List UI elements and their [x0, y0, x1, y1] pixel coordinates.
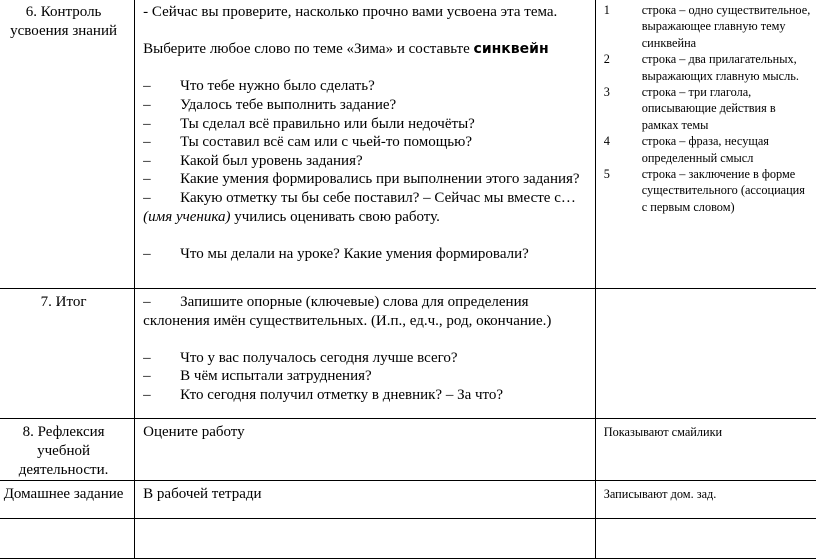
list-item — [143, 96, 591, 115]
list-item-text: Кто сегодня получил отметку в дневник? – За что? — [180, 386, 504, 403]
list-item-text: Какие умения формировались при выполнении этого задания? — [180, 171, 580, 188]
student-activity-cell — [595, 289, 816, 419]
list-dash: – — [143, 386, 151, 403]
syncwine-rule — [604, 2, 812, 51]
table-row-summary — [0, 289, 816, 419]
student-activity-cell — [595, 419, 816, 481]
rule-text: строка – два прилагательных, выражающих главную мысль. — [641, 52, 799, 83]
rule-text: строка – заключение в форме существительного (ассоциация с первым словом) — [641, 167, 805, 214]
task-bold-word: синквейн — [473, 41, 549, 58]
student-activity-cell — [595, 0, 816, 289]
list-dash: – — [143, 115, 151, 132]
list-dash: – — [143, 189, 151, 206]
stage-cell — [0, 419, 135, 481]
rule-number: 1 — [603, 3, 610, 17]
list-item — [143, 245, 591, 264]
teacher-text: Оцените работу — [143, 424, 245, 440]
rule-text: строка – одно существительное, выражающее главную тему синквейна — [641, 3, 811, 50]
table-row-homework — [0, 481, 816, 519]
task-text — [143, 40, 591, 59]
list-item-text: Что тебе нужно было сделать? — [180, 78, 375, 95]
list-item-text: В чём испытали затруднения? — [180, 368, 372, 385]
rule-number: 5 — [603, 167, 610, 182]
student-text: Записывают дом. зад. — [603, 487, 717, 501]
list-item-text: Ты сделал всё правильно или были недочёты? — [180, 115, 475, 132]
italic-line — [143, 208, 591, 227]
list-item — [143, 367, 591, 386]
list-item — [143, 115, 591, 134]
teacher-activity-cell — [135, 0, 596, 289]
rule-number: 3 — [603, 85, 610, 100]
teacher-activity-cell — [135, 289, 596, 419]
rule-text: строка – три глагола, описывающие действия в рамках темы — [641, 85, 776, 132]
rule-text: строка – фраза, несущая определенный смысл — [641, 134, 769, 165]
syncwine-rule — [604, 51, 812, 84]
task-prefix: Выберите любое слово по теме «Зима» и составьте — [143, 41, 474, 58]
list-item-text: Что мы делали на уроке? Какие умения формировали? — [180, 245, 529, 262]
intro-text: - Сейчас вы проверите, насколько прочно вами усвоена эта тема. — [143, 4, 558, 20]
stage-label: Домашнее задание — [3, 486, 124, 502]
list-item — [143, 189, 591, 208]
list-item — [143, 349, 591, 368]
list-dash: – — [143, 294, 151, 310]
stage-cell — [0, 481, 135, 519]
stage-cell — [0, 289, 135, 419]
list-item-text: Какую отметку ты бы себе поставил? – Сейчас мы вместе с… — [180, 189, 576, 206]
list-item — [143, 77, 591, 96]
question-list — [143, 77, 591, 207]
list-item — [143, 293, 591, 330]
list-dash: – — [143, 349, 151, 366]
summary-list — [143, 349, 591, 405]
list-item-text: Что у вас получалось сегодня лучше всего? — [180, 349, 458, 366]
stage-label: 8. Рефлексия учебной деятельности. — [18, 424, 109, 478]
stage-label: 6. Контроль усвоения знаний — [10, 4, 118, 39]
syncwine-rule — [604, 166, 812, 215]
teacher-activity-cell — [135, 519, 596, 559]
list-dash: – — [143, 78, 151, 95]
list-item — [143, 170, 591, 189]
syncwine-rules — [604, 2, 812, 215]
list-item — [143, 133, 591, 152]
table-row-reflection — [0, 419, 816, 481]
table-row-next — [0, 519, 816, 559]
syncwine-rule — [604, 84, 812, 133]
student-activity-cell — [595, 481, 816, 519]
list-dash: – — [143, 134, 151, 151]
student-text: Показывают смайлики — [603, 425, 723, 439]
teacher-activity-cell — [135, 419, 596, 481]
italic-line-rest: учились оценивать свою работу. — [230, 208, 440, 225]
rule-number: 2 — [603, 52, 610, 67]
list-dash: – — [143, 368, 151, 385]
list-item-text: Какой был уровень задания? — [180, 152, 363, 169]
list-item — [143, 386, 591, 405]
stage-cell — [0, 0, 135, 289]
stage-label: 7. Итог — [40, 294, 87, 310]
list-item — [143, 152, 591, 171]
student-activity-cell — [595, 519, 816, 559]
student-name-placeholder: (имя ученика) — [143, 208, 231, 225]
list-dash: – — [143, 245, 151, 262]
list-dash: – — [143, 152, 151, 169]
list-dash: – — [143, 171, 151, 188]
teacher-text: В рабочей тетради — [143, 486, 262, 502]
syncwine-rule — [604, 133, 812, 166]
list-item-text: Ты составил всё сам или с чьей-то помощью? — [180, 134, 472, 151]
stage-cell — [0, 519, 135, 559]
list-item-text: Запишите опорные (ключевые) слова для определения склонения имён существительных. (И.п., ед.ч., род, окончание.) — [143, 294, 552, 329]
rule-number: 4 — [603, 134, 610, 149]
list-item-text: Удалось тебе выполнить задание? — [180, 96, 397, 113]
list-dash: – — [143, 96, 151, 113]
teacher-activity-cell — [135, 481, 596, 519]
